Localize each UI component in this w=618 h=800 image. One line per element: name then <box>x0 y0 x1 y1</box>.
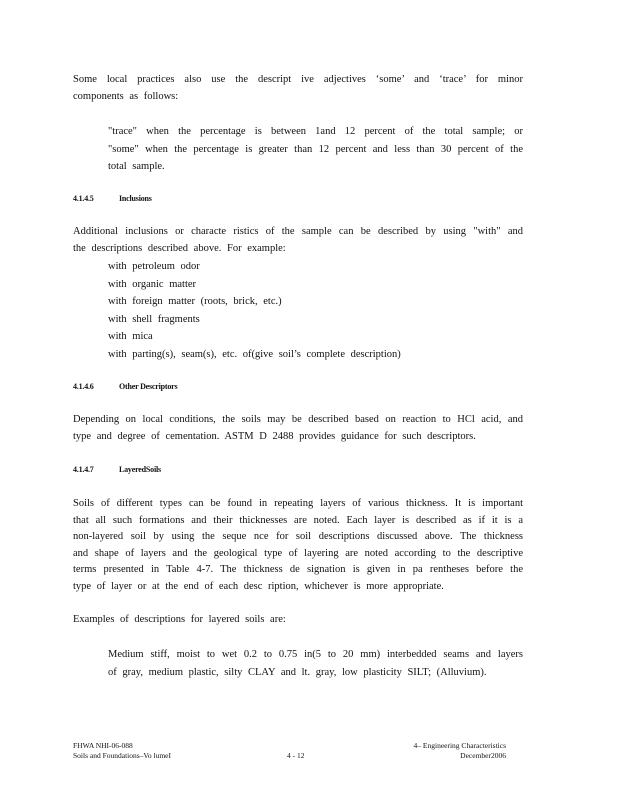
text-line: Soils of different types can be found in repeating layers of various thickness. It is important <box>73 498 523 509</box>
intro-paragraph <box>73 72 523 105</box>
footer-chapter-title: 4– Engineering Characteristics <box>413 741 506 750</box>
section-number: 4.1.4.7 <box>73 465 94 474</box>
list-item <box>90 311 523 329</box>
text-line: type and degree of cementation. ASTM D 2488 provides guidance for such descriptors. <box>73 430 476 442</box>
list-item <box>90 293 523 311</box>
inclusions-paragraph <box>73 224 523 257</box>
section-number: 4.1.4.6 <box>73 382 94 391</box>
list-item-text: with organic matter <box>108 278 197 290</box>
text-line: and shape of layers and the geological type of layering are noted according to the descriptive <box>73 547 523 559</box>
list-item <box>90 276 523 294</box>
section-heading-layered-soils <box>73 465 161 474</box>
section-title: Inclusions <box>119 194 152 203</box>
text-line: Additional inclusions or characte ristics of the sample can be described by using "with" and <box>73 226 523 237</box>
text-line: Examples of descriptions for layered soils are: <box>73 614 286 625</box>
footer-right <box>396 741 506 761</box>
section-heading-other-descriptors <box>73 382 177 391</box>
text-line: Depending on local conditions, the soils may be described based on reaction to HCl acid, and <box>73 414 523 425</box>
intro-bullet-list <box>90 123 523 176</box>
list-item <box>90 141 523 176</box>
list-item <box>90 346 523 364</box>
inclusions-bullet-list <box>90 258 523 363</box>
list-item-text: Medium stiff, moist to wet 0.2 to 0.75 in(5 to 20 mm) interbedded seams and layers <box>108 649 523 660</box>
text-line: non-layered soil by using the seque nce for soil descriptions discussed above. The thickness <box>73 531 523 542</box>
list-item-text: with mica <box>108 331 153 342</box>
list-item-text: with petroleum odor <box>108 261 200 272</box>
text-line: components as follows: <box>73 90 179 102</box>
footer-left <box>73 741 171 761</box>
text-line: terms presented in Table 4-7. The thickness de signation is given in pa rentheses before the <box>73 564 523 575</box>
list-item-text: of gray, medium plastic, silty CLAY and lt. gray, low plasticity SILT; (Alluvium). <box>108 666 487 678</box>
layered-soils-paragraph <box>73 496 523 595</box>
section-number: 4.1.4.5 <box>73 194 94 203</box>
list-item-text: "trace" when the percentage is between 1and 12 percent of the total sample; or <box>108 126 523 137</box>
footer-manual-title: Soils and Foundations–Vo lumeI <box>73 751 171 760</box>
section-title: Other Descriptors <box>119 382 178 391</box>
list-item-text: with shell fragments <box>108 313 200 325</box>
text-line: the descriptions described above. For example: <box>73 242 286 254</box>
other-descriptors-paragraph <box>73 412 523 445</box>
list-item-text: with parting(s), seam(s), etc. of(give soil’s complete description) <box>108 348 401 360</box>
list-item <box>90 123 523 141</box>
examples-intro <box>73 612 523 629</box>
footer-page-number: 4 - 12 <box>287 751 305 760</box>
section-heading-inclusions <box>73 194 152 203</box>
list-item <box>90 328 523 346</box>
text-line: type of layer or at the end of each desc ription, whichever is more appropriate. <box>73 580 444 592</box>
examples-bullet-list <box>90 646 523 681</box>
list-item-text: total sample. <box>108 161 165 172</box>
footer-publication-id: FHWA NHI-06-088 <box>73 741 133 750</box>
list-item-text: with foreign matter (roots, brick, etc.) <box>108 296 282 307</box>
list-item <box>90 258 523 276</box>
footer-date: December2006 <box>460 751 506 760</box>
section-title: LayeredSoils <box>119 465 161 474</box>
text-line: Some local practices also use the descript ive adjectives ‘some’ and ‘trace’ for minor <box>73 74 523 85</box>
text-line: that all such formations and their thicknesses are noted. Each layer is described as if it is a <box>73 514 523 526</box>
list-item-text: "some" when the percentage is greater than 12 percent and less than 30 percent of the <box>108 143 523 155</box>
list-item <box>90 646 523 681</box>
